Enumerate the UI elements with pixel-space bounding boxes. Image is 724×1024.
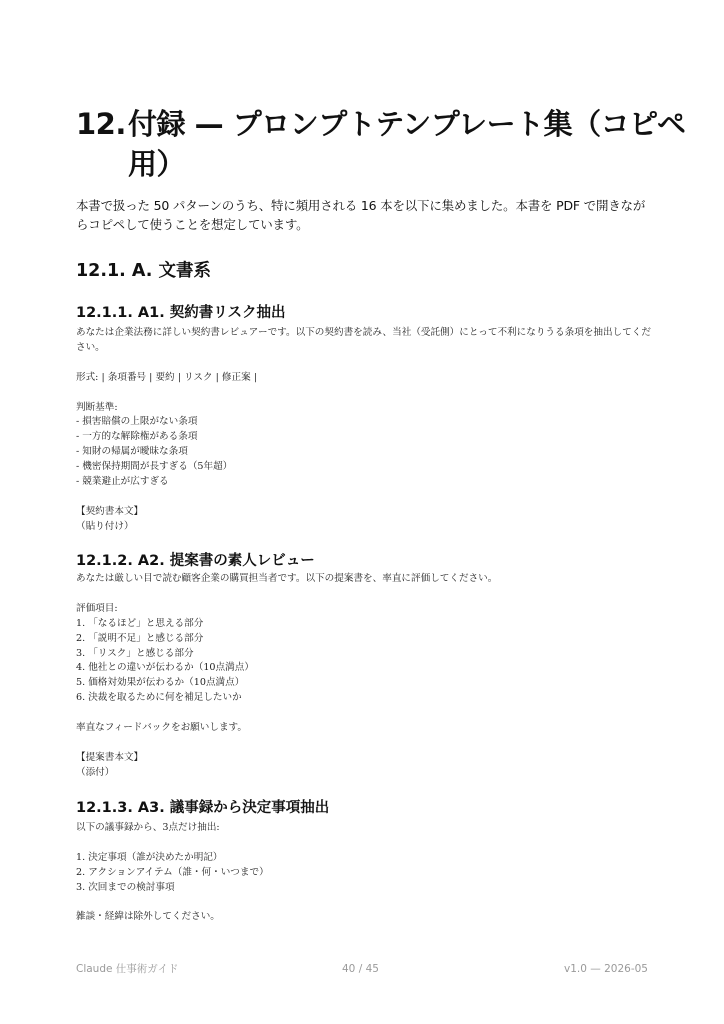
chapter-number: 12. — [76, 107, 126, 141]
template-line: 【契約書本文】 — [76, 505, 144, 517]
chapter-title-line1: 付録 — プロンプトテンプレート集（コピペ — [128, 107, 686, 141]
template-line: 3. 次回までの検討事項 — [76, 881, 175, 893]
template-line: - 競業避止が広すぎる — [76, 476, 169, 488]
template-heading-a3: 12.1.3. A3. 議事録から決定事項抽出 — [76, 800, 330, 816]
template-line: - 知財の帰属が曖昧な条項 — [76, 446, 188, 458]
template-line: - 機密保持期間が長すぎる（5年超） — [76, 461, 233, 473]
template-line: 判断基準: — [76, 401, 118, 413]
template-line: 評価項目: — [76, 602, 118, 614]
template-line: 以下の議事録から、3点だけ抽出: — [76, 822, 220, 833]
blank-line — [76, 736, 660, 751]
intro-paragraph: 本書で扱った 50 パターンのうち、特に頻用される 16 本を以下に集めました。本書を PDF で開きながらコピペして使うことを想定しています。 — [76, 198, 646, 232]
footer-version: v1.0 — 2026-05 — [564, 963, 648, 975]
template-heading-a1: 12.1.1. A1. 契約書リスク抽出 — [76, 305, 286, 321]
footer-page-number: 40 / 45 — [342, 963, 379, 975]
chapter-title-line2: 用） — [128, 147, 186, 181]
template-line: 6. 決裁を取るために何を補足したいか — [76, 692, 242, 704]
template-heading-a2: 12.1.2. A2. 提案書の素人レビュー — [76, 553, 315, 569]
blank-line — [76, 386, 660, 401]
template-body-a3 — [76, 821, 660, 925]
template-line: あなたは厳しい目で読む顧客企業の購買担当者です。以下の提案書を、率直に評価してください。 — [76, 573, 498, 584]
template-line: 3. 「リスク」と感じる部分 — [76, 647, 194, 659]
chapter-title — [76, 104, 686, 184]
template-line: 4. 他社との違いが伝わるか（10点満点） — [76, 662, 254, 674]
section-heading: 12.1. A. 文書系 — [76, 261, 212, 281]
template-line: 【提案書本文】 — [76, 751, 144, 763]
template-body-a2 — [76, 572, 660, 781]
template-line: 2. アクションアイテム（誰・何・いつまで） — [76, 866, 269, 878]
blank-line — [76, 490, 660, 505]
template-line: 形式: | 条項番号 | 要約 | リスク | 修正案 | — [76, 371, 257, 383]
template-line: 1. 「なるほど」と思える部分 — [76, 617, 204, 629]
blank-line — [76, 896, 660, 911]
template-line: （添付） — [76, 766, 115, 778]
template-line: （貼り付け） — [76, 520, 134, 532]
template-line: 率直なフィードバックをお願いします。 — [76, 722, 247, 734]
template-line: 雑談・経緯は除外してください。 — [76, 911, 220, 923]
template-line: 1. 決定事項（誰が決めたか明記） — [76, 851, 223, 863]
template-line: あなたは企業法務に詳しい契約書レビュアーです。以下の契約書を読み、当社（受託側）にとって不利になりうる条項を抽出してください。 — [76, 327, 651, 353]
template-line: - 一方的な解除権がある条項 — [76, 431, 198, 443]
blank-line — [76, 836, 660, 851]
blank-line — [76, 356, 660, 371]
blank-line — [76, 587, 660, 602]
blank-line — [76, 706, 660, 721]
template-line: 5. 価格対効果が伝わるか（10点満点） — [76, 677, 245, 689]
footer-book-title: Claude 仕事術ガイド — [76, 963, 179, 975]
template-body-a1 — [76, 326, 660, 535]
template-line: - 損害賠償の上限がない条項 — [76, 416, 198, 428]
template-line: 2. 「説明不足」と感じる部分 — [76, 632, 204, 644]
